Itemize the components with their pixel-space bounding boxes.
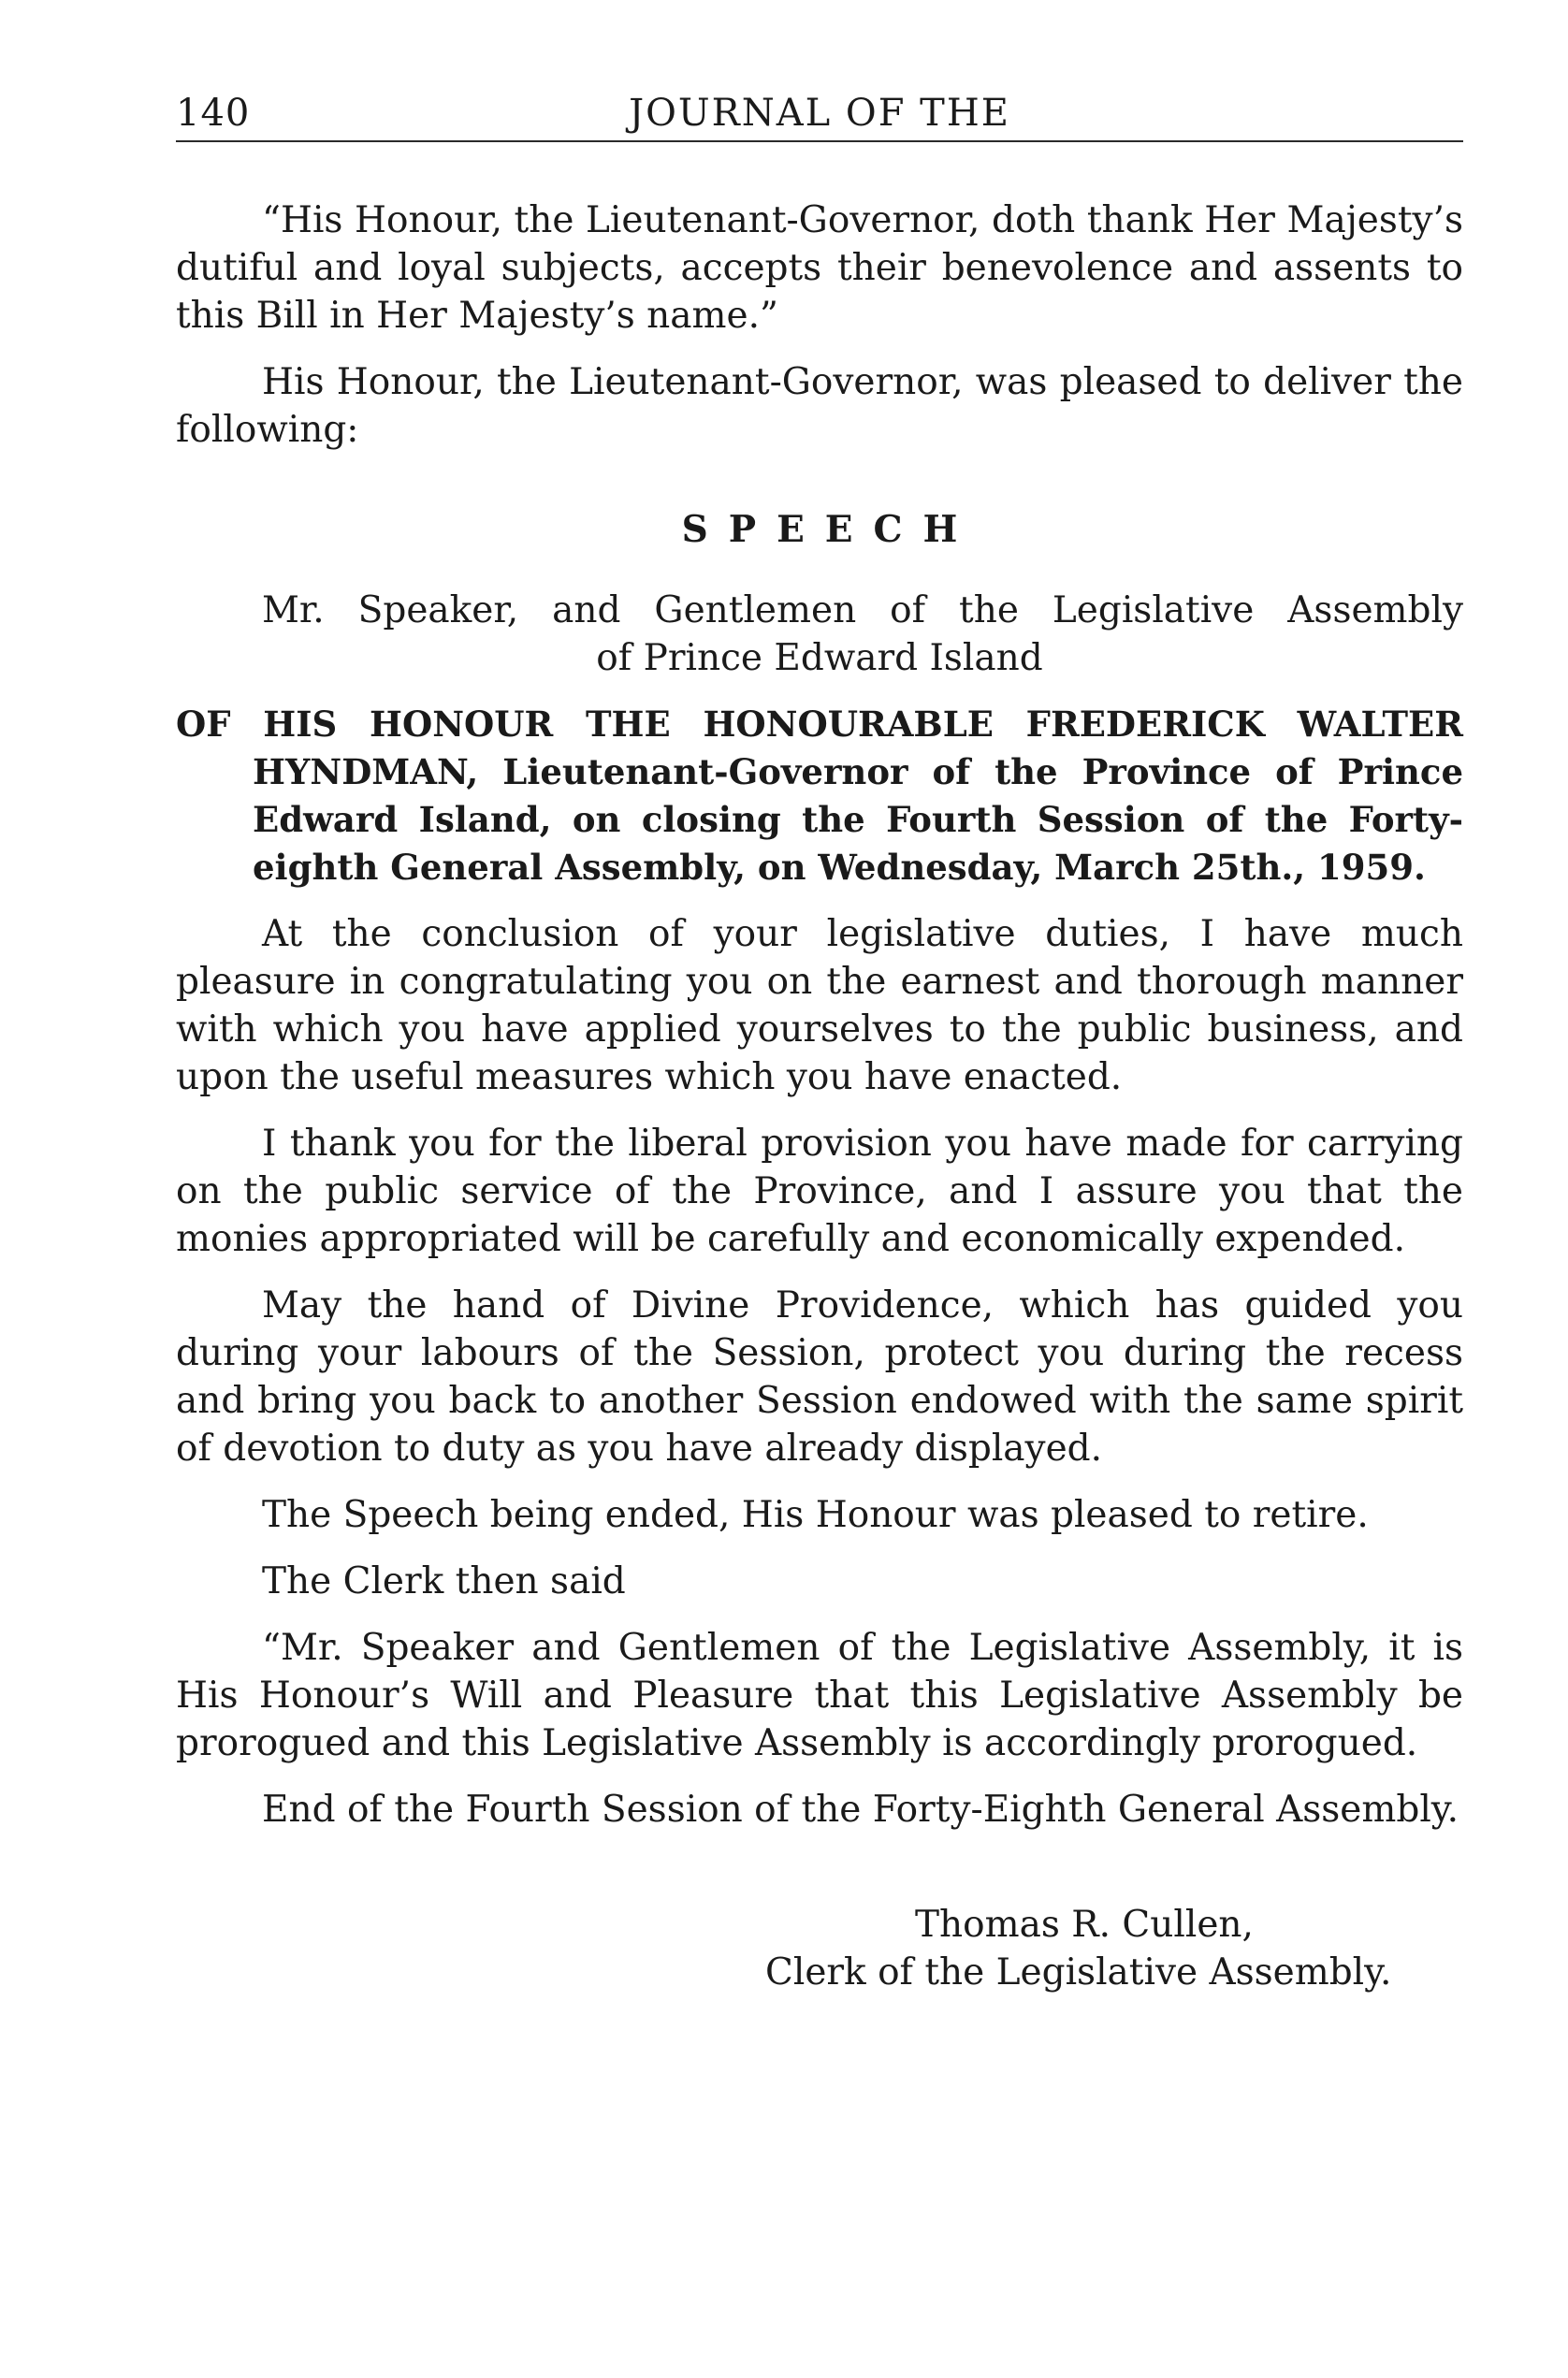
conclusion-paragraph: At the conclusion of your legislative duties, I have much pleasure in congratulating you on the earnest and thorough manner with which you have applied yourselves to the public business, and upon the useful measures which you have enacted.	[176, 913, 1463, 1098]
thanks-paragraph: I thank you for the liberal provision you have made for carrying on the public service of the Province, and I assure you that the monies appropriated will be carefully and economically expended.	[176, 1123, 1463, 1260]
address-line-2: of Prince Edward Island	[596, 637, 1043, 679]
speech-heading: SPEECH	[681, 508, 979, 551]
providence-paragraph: May the hand of Divine Providence, which has guided you during your labours of the Session, protect you during the recess and bring you back to another Session endowed with the same spirit of devotion to duty as you have already displayed.	[176, 1284, 1463, 1470]
end-session-paragraph: End of the Fourth Session of the Forty-Eighth General Assembly.	[262, 1789, 1459, 1831]
speech-address	[176, 587, 1463, 682]
signature-title: Clerk of the Legislative Assembly.	[765, 1951, 1392, 1994]
running-title: JOURNAL OF THE	[629, 92, 1010, 135]
prorogation-paragraph: “Mr. Speaker and Gentlemen of the Legislative Assembly, it is His Honour’s Will and Pleasure that this Legislative Assembly be prorogued and this Legislative Assembly is accordingly prorogued.	[176, 1627, 1463, 1764]
clerk-said-paragraph: The Clerk then said	[262, 1560, 626, 1602]
running-header	[176, 84, 1463, 142]
page-number: 140	[176, 92, 251, 135]
journal-page	[176, 84, 1463, 1996]
assent-paragraph: “His Honour, the Lieutenant-Governor, doth thank Her Majesty’s dutiful and loyal subjects, accepts their benevolence and assents to this Bill in Her Majesty’s name.”	[176, 199, 1463, 337]
speech-ended-paragraph: The Speech being ended, His Honour was pleased to retire.	[262, 1494, 1369, 1536]
address-line-1: Mr. Speaker, and Gentlemen of the Legislative Assembly	[262, 589, 1463, 631]
signature-name: Thomas R. Cullen,	[915, 1904, 1254, 1946]
deliver-paragraph: His Honour, the Lieutenant-Governor, was pleased to deliver the following:	[176, 361, 1463, 451]
signature-block	[176, 1901, 1463, 1996]
speech-title: OF HIS HONOUR THE HONOURABLE FREDERICK WALTER HYNDMAN, Lieutenant-Governor of the Province of Prince Edward Island, on closing the Fourth Session of the Forty-eighth General Assembly, on Wednesday, March 25th., 1959.	[176, 703, 1463, 888]
